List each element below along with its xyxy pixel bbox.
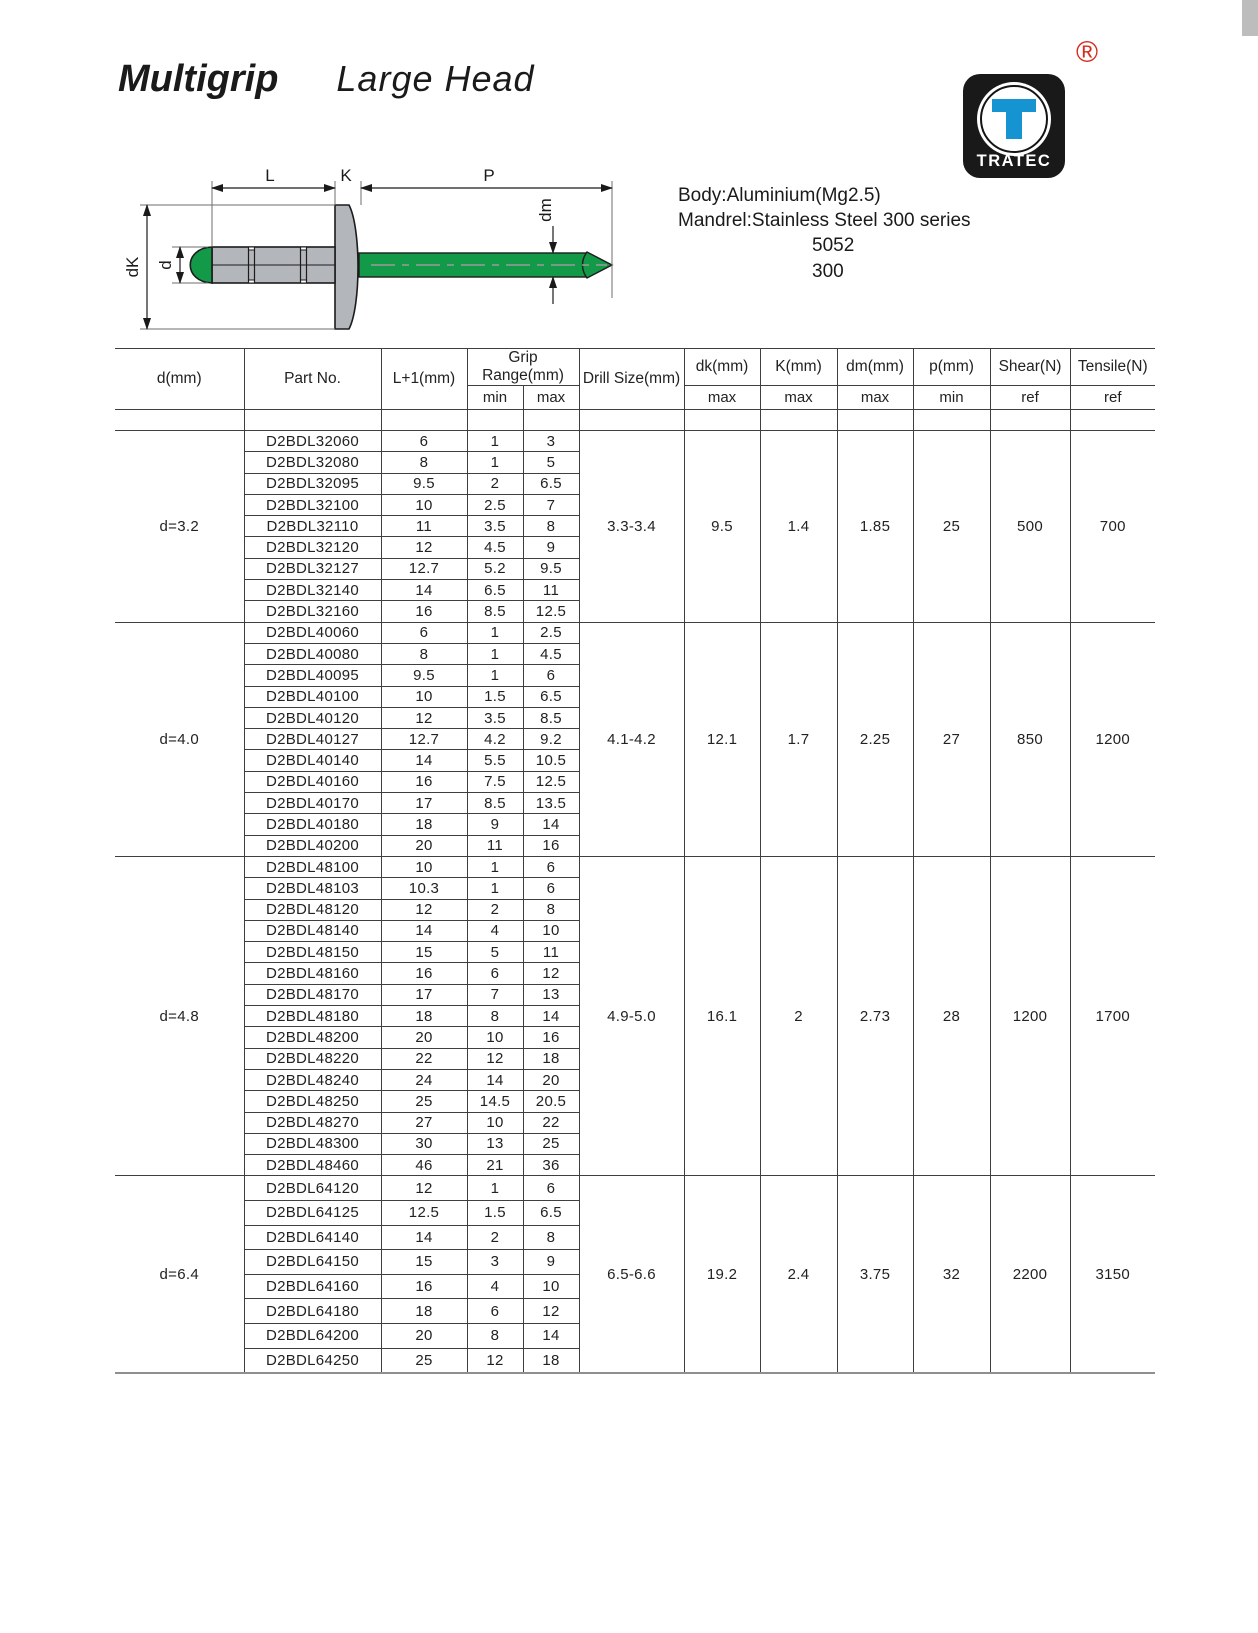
grip-min-cell: 6.5	[467, 580, 523, 601]
grip-min-cell: 1	[467, 856, 523, 877]
part-no-cell: D2BDL40127	[244, 729, 381, 750]
d-group-label: d=4.0	[115, 622, 244, 856]
header-dm: dm(mm)	[837, 349, 913, 386]
d-group-label: d=6.4	[115, 1176, 244, 1373]
length-cell: 14	[381, 750, 467, 771]
part-no-cell: D2BDL48460	[244, 1155, 381, 1176]
grip-min-cell: 4	[467, 1274, 523, 1299]
grip-max-cell: 11	[523, 580, 579, 601]
part-no-cell: D2BDL64250	[244, 1348, 381, 1373]
grip-max-cell: 6	[523, 665, 579, 686]
grip-max-cell: 12	[523, 1299, 579, 1324]
part-no-cell: D2BDL32100	[244, 494, 381, 515]
spec-table	[115, 348, 1155, 1374]
grip-min-cell: 4.2	[467, 729, 523, 750]
grip-max-cell: 14	[523, 814, 579, 835]
grip-max-cell: 8	[523, 899, 579, 920]
logo-letter-t-icon	[977, 82, 1051, 156]
dm-cell: 3.75	[837, 1176, 913, 1373]
body-groove	[301, 247, 307, 250]
part-no-cell: D2BDL40140	[244, 750, 381, 771]
grip-min-cell: 3	[467, 1250, 523, 1275]
length-cell: 10	[381, 856, 467, 877]
part-no-cell: D2BDL40170	[244, 793, 381, 814]
length-cell: 12	[381, 1176, 467, 1201]
header-d: d(mm)	[115, 349, 244, 410]
grip-min-cell: 2	[467, 899, 523, 920]
header-grip-min: min	[467, 386, 523, 410]
p-cell: 27	[913, 622, 990, 856]
k-cell: 1.7	[760, 622, 837, 856]
length-cell: 12	[381, 537, 467, 558]
grip-max-cell: 25	[523, 1133, 579, 1154]
grip-max-cell: 36	[523, 1155, 579, 1176]
header-k-sub: max	[760, 386, 837, 410]
mandrel-head-dome	[190, 247, 212, 283]
part-no-cell: D2BDL48180	[244, 1006, 381, 1027]
tensile-cell: 700	[1070, 431, 1155, 623]
part-no-cell: D2BDL32140	[244, 580, 381, 601]
header-grip-range: Grip Range(mm)	[467, 349, 579, 386]
d-group-label: d=4.8	[115, 856, 244, 1175]
shear-cell: 1200	[990, 856, 1070, 1175]
grip-min-cell: 3.5	[467, 516, 523, 537]
grip-min-cell: 7.5	[467, 771, 523, 792]
grip-max-cell: 20.5	[523, 1091, 579, 1112]
p-cell: 25	[913, 431, 990, 623]
grip-min-cell: 8.5	[467, 793, 523, 814]
length-cell: 20	[381, 835, 467, 856]
drill-size-cell: 4.1-4.2	[579, 622, 684, 856]
length-cell: 16	[381, 771, 467, 792]
grip-min-cell: 1	[467, 1176, 523, 1201]
grip-min-cell: 6	[467, 1299, 523, 1324]
dm-cell: 1.85	[837, 431, 913, 623]
grip-max-cell: 8	[523, 1225, 579, 1250]
grip-max-cell: 2.5	[523, 622, 579, 643]
header-dm-sub: max	[837, 386, 913, 410]
spec-row	[115, 1176, 1155, 1201]
header-tensile: Tensile(N)	[1070, 349, 1155, 386]
header-part-no: Part No.	[244, 349, 381, 410]
grip-min-cell: 13	[467, 1133, 523, 1154]
grip-min-cell: 14.5	[467, 1091, 523, 1112]
length-cell: 10	[381, 686, 467, 707]
k-cell: 2	[760, 856, 837, 1175]
length-cell: 6	[381, 622, 467, 643]
length-cell: 18	[381, 1006, 467, 1027]
shear-cell: 850	[990, 622, 1070, 856]
part-no-cell: D2BDL64150	[244, 1250, 381, 1275]
length-cell: 24	[381, 1069, 467, 1090]
shear-cell: 2200	[990, 1176, 1070, 1373]
part-no-cell: D2BDL32080	[244, 452, 381, 473]
grip-min-cell: 1.5	[467, 686, 523, 707]
part-no-cell: D2BDL48240	[244, 1069, 381, 1090]
tensile-cell: 1700	[1070, 856, 1155, 1175]
grip-min-cell: 1	[467, 643, 523, 664]
grip-min-cell: 5.5	[467, 750, 523, 771]
header-grip-max: max	[523, 386, 579, 410]
grip-max-cell: 9.2	[523, 729, 579, 750]
dk-cell: 16.1	[684, 856, 760, 1175]
part-no-cell: D2BDL40160	[244, 771, 381, 792]
grip-min-cell: 6	[467, 963, 523, 984]
grip-min-cell: 4.5	[467, 537, 523, 558]
part-no-cell: D2BDL48120	[244, 899, 381, 920]
part-no-cell: D2BDL32095	[244, 473, 381, 494]
grip-max-cell: 6.5	[523, 1200, 579, 1225]
part-no-cell: D2BDL48200	[244, 1027, 381, 1048]
grip-max-cell: 13.5	[523, 793, 579, 814]
grip-min-cell: 5	[467, 942, 523, 963]
grip-min-cell: 7	[467, 984, 523, 1005]
grip-max-cell: 18	[523, 1348, 579, 1373]
length-cell: 8	[381, 643, 467, 664]
grip-min-cell: 8	[467, 1323, 523, 1348]
length-cell: 12.5	[381, 1200, 467, 1225]
part-no-cell: D2BDL48220	[244, 1048, 381, 1069]
part-no-cell: D2BDL48170	[244, 984, 381, 1005]
grip-max-cell: 9	[523, 1250, 579, 1275]
length-cell: 8	[381, 452, 467, 473]
grip-min-cell: 1	[467, 878, 523, 899]
logo-circle	[977, 82, 1051, 156]
grip-min-cell: 10	[467, 1112, 523, 1133]
part-no-cell: D2BDL48300	[244, 1133, 381, 1154]
length-cell: 18	[381, 814, 467, 835]
p-cell: 28	[913, 856, 990, 1175]
grip-min-cell: 1	[467, 431, 523, 452]
tensile-cell: 1200	[1070, 622, 1155, 856]
grip-min-cell: 5.2	[467, 558, 523, 579]
spec-row	[115, 856, 1155, 877]
header-shear: Shear(N)	[990, 349, 1070, 386]
length-cell: 12.7	[381, 558, 467, 579]
grip-max-cell: 9	[523, 537, 579, 558]
part-no-cell: D2BDL32160	[244, 601, 381, 622]
grip-max-cell: 9.5	[523, 558, 579, 579]
part-no-cell: D2BDL40180	[244, 814, 381, 835]
dim-label-dm: dm	[536, 198, 555, 222]
length-cell: 14	[381, 1225, 467, 1250]
grip-max-cell: 8.5	[523, 707, 579, 728]
grip-max-cell: 14	[523, 1323, 579, 1348]
grip-min-cell: 11	[467, 835, 523, 856]
dk-cell: 12.1	[684, 622, 760, 856]
spacer-row	[115, 410, 1155, 431]
header-p: p(mm)	[913, 349, 990, 386]
part-no-cell: D2BDL48250	[244, 1091, 381, 1112]
length-cell: 15	[381, 942, 467, 963]
grip-min-cell: 1	[467, 665, 523, 686]
part-no-cell: D2BDL32120	[244, 537, 381, 558]
grip-max-cell: 11	[523, 942, 579, 963]
grip-min-cell: 2.5	[467, 494, 523, 515]
dim-label-L: L	[265, 166, 275, 185]
part-no-cell: D2BDL64140	[244, 1225, 381, 1250]
part-no-cell: D2BDL40080	[244, 643, 381, 664]
part-no-cell: D2BDL32060	[244, 431, 381, 452]
tratec-logo	[963, 74, 1065, 178]
grip-min-cell: 1	[467, 622, 523, 643]
grip-max-cell: 5	[523, 452, 579, 473]
grip-min-cell: 8.5	[467, 601, 523, 622]
grip-max-cell: 14	[523, 1006, 579, 1027]
grip-min-cell: 12	[467, 1048, 523, 1069]
grip-min-cell: 12	[467, 1348, 523, 1373]
dim-label-K: K	[340, 166, 352, 185]
grip-min-cell: 1	[467, 452, 523, 473]
grip-max-cell: 12.5	[523, 601, 579, 622]
mandrel-material: Mandrel:Stainless Steel 300 series	[678, 210, 971, 231]
part-no-cell: D2BDL40060	[244, 622, 381, 643]
grip-max-cell: 6	[523, 856, 579, 877]
length-cell: 10	[381, 494, 467, 515]
grip-min-cell: 1.5	[467, 1200, 523, 1225]
header-shear-sub: ref	[990, 386, 1070, 410]
header-drill-size: Drill Size(mm)	[579, 349, 684, 410]
grip-max-cell: 10.5	[523, 750, 579, 771]
length-cell: 15	[381, 1250, 467, 1275]
grip-max-cell: 6	[523, 878, 579, 899]
dim-label-d: d	[156, 260, 175, 270]
grip-min-cell: 21	[467, 1155, 523, 1176]
grip-max-cell: 6.5	[523, 686, 579, 707]
spec-row	[115, 622, 1155, 643]
part-no-cell: D2BDL64120	[244, 1176, 381, 1201]
grip-max-cell: 16	[523, 835, 579, 856]
header-k: K(mm)	[760, 349, 837, 386]
length-cell: 20	[381, 1027, 467, 1048]
grip-max-cell: 4.5	[523, 643, 579, 664]
title-primary: Multigrip	[118, 58, 279, 100]
body-groove	[249, 247, 255, 250]
header-p-sub: min	[913, 386, 990, 410]
part-no-cell: D2BDL40200	[244, 835, 381, 856]
logo-brand-text: TRATEC	[976, 152, 1052, 170]
grip-max-cell: 16	[523, 1027, 579, 1048]
rivet-flange	[335, 205, 358, 329]
grip-max-cell: 6.5	[523, 473, 579, 494]
body-grade: 5052	[812, 235, 855, 256]
grip-min-cell: 9	[467, 814, 523, 835]
grip-max-cell: 20	[523, 1069, 579, 1090]
registered-trademark-icon: ®	[1076, 36, 1099, 69]
part-no-cell: D2BDL48140	[244, 920, 381, 941]
dm-cell: 2.73	[837, 856, 913, 1175]
grip-min-cell: 3.5	[467, 707, 523, 728]
length-cell: 16	[381, 601, 467, 622]
length-cell: 46	[381, 1155, 467, 1176]
spec-row	[115, 431, 1155, 452]
page-title	[118, 58, 535, 101]
part-no-cell: D2BDL48270	[244, 1112, 381, 1133]
header-dk: dk(mm)	[684, 349, 760, 386]
dk-cell: 19.2	[684, 1176, 760, 1373]
header-dk-sub: max	[684, 386, 760, 410]
part-no-cell: D2BDL40095	[244, 665, 381, 686]
body-groove	[249, 280, 255, 283]
part-no-cell: D2BDL40120	[244, 707, 381, 728]
part-no-cell: D2BDL64180	[244, 1299, 381, 1324]
d-group-label: d=3.2	[115, 431, 244, 623]
grip-min-cell: 14	[467, 1069, 523, 1090]
length-cell: 14	[381, 580, 467, 601]
rivet-diagram	[115, 148, 675, 338]
grip-max-cell: 10	[523, 1274, 579, 1299]
part-no-cell: D2BDL64200	[244, 1323, 381, 1348]
length-cell: 27	[381, 1112, 467, 1133]
length-cell: 20	[381, 1323, 467, 1348]
grip-max-cell: 10	[523, 920, 579, 941]
dm-cell: 2.25	[837, 622, 913, 856]
grip-min-cell: 8	[467, 1006, 523, 1027]
grip-max-cell: 22	[523, 1112, 579, 1133]
length-cell: 12.7	[381, 729, 467, 750]
grip-min-cell: 2	[467, 473, 523, 494]
mandrel-grade: 300	[812, 261, 844, 282]
length-cell: 18	[381, 1299, 467, 1324]
k-cell: 1.4	[760, 431, 837, 623]
length-cell: 30	[381, 1133, 467, 1154]
grip-min-cell: 2	[467, 1225, 523, 1250]
length-cell: 25	[381, 1091, 467, 1112]
drill-size-cell: 6.5-6.6	[579, 1176, 684, 1373]
drill-size-cell: 4.9-5.0	[579, 856, 684, 1175]
title-secondary: Large Head	[336, 58, 535, 99]
materials-block	[678, 183, 971, 285]
part-no-cell: D2BDL48150	[244, 942, 381, 963]
length-cell: 6	[381, 431, 467, 452]
length-cell: 16	[381, 1274, 467, 1299]
scan-artifact	[1242, 0, 1258, 36]
body-material: Body:Aluminium(Mg2.5)	[678, 185, 881, 206]
grip-max-cell: 6	[523, 1176, 579, 1201]
grip-min-cell: 10	[467, 1027, 523, 1048]
spec-table-body	[115, 410, 1155, 1373]
header-length: L+1(mm)	[381, 349, 467, 410]
header-tensile-sub: ref	[1070, 386, 1155, 410]
spec-table-container	[115, 348, 1155, 1374]
part-no-cell: D2BDL32110	[244, 516, 381, 537]
length-cell: 10.3	[381, 878, 467, 899]
grip-max-cell: 7	[523, 494, 579, 515]
p-cell: 32	[913, 1176, 990, 1373]
grip-max-cell: 8	[523, 516, 579, 537]
grip-max-cell: 12	[523, 963, 579, 984]
part-no-cell: D2BDL48160	[244, 963, 381, 984]
shear-cell: 500	[990, 431, 1070, 623]
length-cell: 9.5	[381, 473, 467, 494]
length-cell: 22	[381, 1048, 467, 1069]
length-cell: 12	[381, 707, 467, 728]
part-no-cell: D2BDL64160	[244, 1274, 381, 1299]
length-cell: 17	[381, 984, 467, 1005]
part-no-cell: D2BDL64125	[244, 1200, 381, 1225]
body-groove	[301, 280, 307, 283]
dim-label-P: P	[483, 166, 495, 185]
length-cell: 17	[381, 793, 467, 814]
tensile-cell: 3150	[1070, 1176, 1155, 1373]
k-cell: 2.4	[760, 1176, 837, 1373]
length-cell: 12	[381, 899, 467, 920]
length-cell: 14	[381, 920, 467, 941]
dk-cell: 9.5	[684, 431, 760, 623]
length-cell: 25	[381, 1348, 467, 1373]
part-no-cell: D2BDL40100	[244, 686, 381, 707]
grip-max-cell: 18	[523, 1048, 579, 1069]
length-cell: 9.5	[381, 665, 467, 686]
dim-label-dK: dK	[123, 256, 142, 278]
part-no-cell: D2BDL48103	[244, 878, 381, 899]
part-no-cell: D2BDL48100	[244, 856, 381, 877]
length-cell: 11	[381, 516, 467, 537]
length-cell: 16	[381, 963, 467, 984]
grip-max-cell: 3	[523, 431, 579, 452]
grip-max-cell: 13	[523, 984, 579, 1005]
grip-min-cell: 4	[467, 920, 523, 941]
grip-max-cell: 12.5	[523, 771, 579, 792]
part-no-cell: D2BDL32127	[244, 558, 381, 579]
drill-size-cell: 3.3-3.4	[579, 431, 684, 623]
